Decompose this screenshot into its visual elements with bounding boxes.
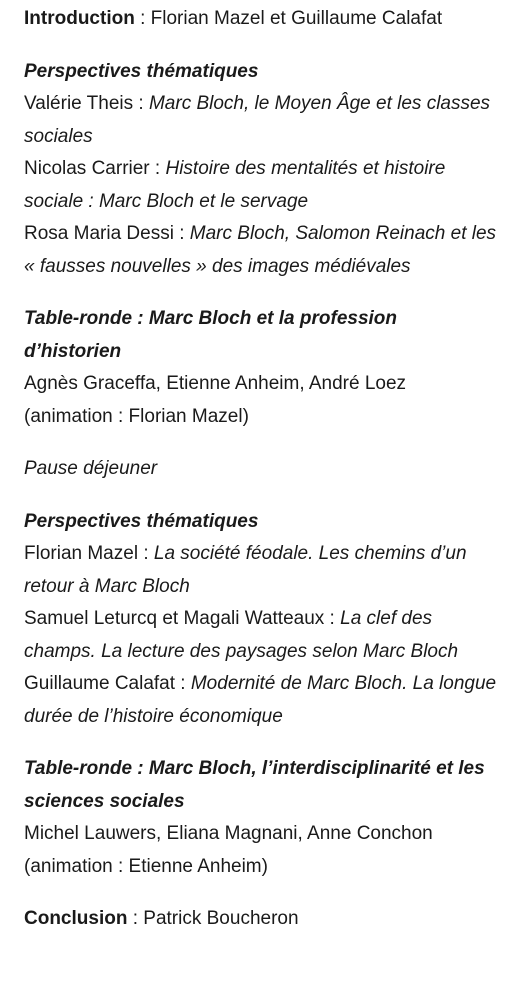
talk-item — [24, 668, 497, 733]
pause-line: Pause déjeuner — [24, 458, 158, 479]
introduction-line — [24, 3, 497, 36]
spacer — [24, 486, 497, 506]
talk-author: Rosa Maria Dessi : — [24, 223, 190, 244]
conclusion-line — [24, 903, 497, 936]
talk-title: Marc Bloch, Salomon Reinach et les « fausses nouvelles » des images médiévales — [24, 223, 497, 277]
spacer — [24, 733, 497, 753]
talk-title: Histoire des mentalités et histoire sociale : Marc Bloch et le servage — [24, 158, 446, 212]
talk-item — [24, 538, 497, 603]
talk-title: La clef des champs. La lecture des paysages selon Marc Bloch — [24, 608, 459, 662]
section-heading-2: Perspectives thématiques — [24, 510, 259, 532]
talk-title: La société féodale — [153, 543, 309, 564]
talk-author: Samuel Leturcq et Magali Watteaux : — [24, 608, 341, 629]
spacer — [24, 883, 497, 903]
section-heading-1: Perspectives thématiques — [24, 60, 259, 82]
talk-title: Marc Bloch, le Moyen Âge et les classes sociales — [24, 93, 491, 147]
talk-author: Nicolas Carrier : — [24, 158, 166, 179]
spacer — [24, 283, 497, 303]
talk-title-separator: . — [402, 673, 413, 694]
talk-subtitle: Les chemins d’un retour à Marc Bloch — [24, 543, 467, 597]
spacer — [24, 36, 497, 56]
conclusion-speaker: : Patrick Boucheron — [127, 908, 299, 929]
round-table-heading-1: Table-ronde : Marc Bloch et la profession d’historien — [24, 308, 398, 362]
round-table-participants-2: Michel Lauwers, Eliana Magnani, Anne Conchon (animation : Etienne Anheim) — [24, 823, 433, 877]
talk-item — [24, 603, 497, 668]
talk-author: Valérie Theis : — [24, 93, 149, 114]
conclusion-label: Conclusion — [24, 908, 128, 929]
introduction-speakers: : Florian Mazel et Guillaume Calafat — [134, 8, 443, 29]
talk-subtitle: La longue durée de l’histoire économique — [24, 673, 497, 727]
talk-title: Modernité de Marc Bloch — [190, 673, 403, 694]
talk-item — [24, 88, 497, 153]
round-table-participants-1: Agnès Graceffa, Etienne Anheim, André Loez (animation : Florian Mazel) — [24, 373, 407, 427]
round-table-heading-2: Table-ronde : Marc Bloch, l’interdisciplinarité et les sciences sociales — [24, 758, 485, 812]
talk-item — [24, 153, 497, 218]
talk-author: Florian Mazel : — [24, 543, 154, 564]
spacer — [24, 433, 497, 453]
talk-author: Guillaume Calafat : — [24, 673, 191, 694]
introduction-label: Introduction — [24, 8, 135, 29]
talk-title-separator: . — [308, 543, 319, 564]
talk-item — [24, 218, 497, 283]
